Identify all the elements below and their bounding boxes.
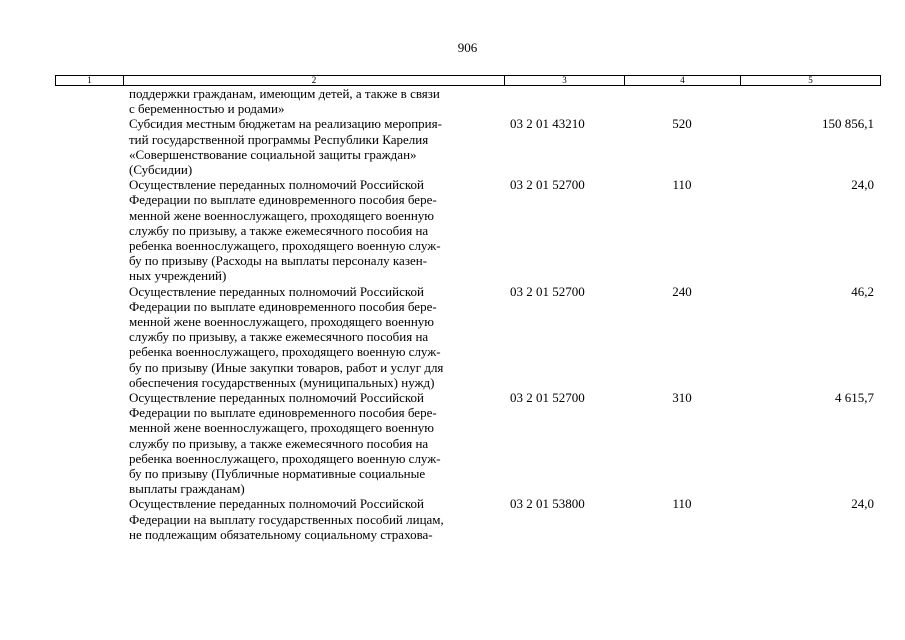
row-code: 03 2 01 52700 (510, 177, 585, 193)
cell-col1 (55, 496, 123, 542)
row-code: 03 2 01 52700 (510, 283, 585, 299)
description-line: с беременностью и родами» (129, 101, 285, 117)
column-header-4: 4 (625, 76, 741, 86)
description-line: службу по призыву, а также ежемесячного пособия на (129, 435, 429, 451)
column-header-3: 3 (505, 76, 625, 86)
description-line: ребенка военнослужащего, проходящего военную служ- (129, 238, 441, 254)
column-header-1: 1 (56, 76, 124, 86)
column-header-2: 2 (124, 76, 505, 86)
description-line: Осуществление переданных полномочий Российской (129, 390, 424, 406)
row-amount: 24,0 (851, 496, 874, 512)
description-line: Осуществление переданных полномочий Российской (129, 283, 424, 299)
row-description (123, 496, 504, 542)
description-line: менной жене военнослужащего, проходящего военную (129, 207, 435, 223)
row-amount: 24,0 (851, 177, 874, 193)
row-amount (740, 86, 880, 116)
description-line: Федерации по выплате единовременного пособия бере- (129, 298, 437, 314)
description-line: Осуществление переданных полномочий Российской (129, 177, 424, 193)
row-code: 03 2 01 53800 (510, 496, 585, 512)
row-description (123, 86, 504, 116)
cell-col1 (55, 116, 123, 177)
row-amount: 4 615,7 (835, 390, 874, 406)
cell-col1 (55, 86, 123, 116)
description-line: обеспечения государственных (муниципальных) нужд) (129, 374, 435, 390)
description-line: службу по призыву, а также ежемесячного пособия на (129, 329, 429, 345)
description-line: поддержки гражданам, имеющим детей, а также в связи (129, 86, 440, 101)
description-line: бу по призыву (Публичные нормативные социальные (129, 466, 426, 482)
description-line: не подлежащим обязательному социальному страхова- (129, 526, 433, 542)
description-line: (Субсидии) (129, 162, 193, 178)
row-description (123, 390, 504, 496)
row-description (123, 116, 504, 177)
row-type: 240 (672, 283, 692, 299)
row-type: 110 (672, 496, 692, 512)
description-line: «Совершенствование социальной защиты граждан» (129, 146, 417, 162)
table-row (55, 284, 880, 390)
description-line: Федерации по выплате единовременного пособия бере- (129, 405, 437, 421)
description-line: тий государственной программы Республики Карелия (129, 131, 429, 147)
page-number: 906 (457, 40, 478, 55)
cell-col1 (55, 177, 123, 283)
row-type: 110 (672, 177, 692, 193)
description-line: Федерации по выплате единовременного пособия бере- (129, 192, 437, 208)
table-row (55, 86, 880, 116)
table-row (55, 177, 880, 283)
description-line: ребенка военнослужащего, проходящего военную служ- (129, 344, 441, 360)
description-line: Федерации на выплату государственных пособий лицам, (129, 511, 444, 527)
row-code (504, 86, 624, 116)
cell-col1 (55, 390, 123, 496)
row-type: 520 (672, 116, 692, 132)
column-header-table (55, 75, 881, 86)
row-type: 310 (672, 390, 692, 406)
description-line: менной жене военнослужащего, проходящего военную (129, 314, 435, 330)
row-amount: 46,2 (851, 283, 874, 299)
description-line: менной жене военнослужащего, проходящего военную (129, 420, 435, 436)
row-amount: 150 856,1 (822, 116, 874, 132)
table-row (55, 116, 880, 177)
row-description (123, 284, 504, 390)
budget-table-body (55, 86, 880, 542)
description-line: выплаты гражданам) (129, 481, 245, 497)
description-line: службу по призыву, а также ежемесячного пособия на (129, 222, 429, 238)
table-row (55, 390, 880, 496)
row-code: 03 2 01 52700 (510, 390, 585, 406)
description-line: ребенка военнослужащего, проходящего военную служ- (129, 450, 441, 466)
description-line: бу по призыву (Расходы на выплаты персоналу казен- (129, 253, 428, 269)
column-header-5: 5 (741, 76, 881, 86)
description-line: Осуществление переданных полномочий Российской (129, 496, 424, 512)
row-description (123, 177, 504, 283)
row-type (624, 86, 740, 116)
cell-col1 (55, 284, 123, 390)
table-row (55, 496, 880, 542)
description-line: Субсидия местным бюджетам на реализацию мероприя- (129, 116, 442, 132)
description-line: ных учреждений) (129, 268, 227, 284)
column-header-row (56, 76, 881, 86)
row-code: 03 2 01 43210 (510, 116, 585, 132)
description-line: бу по призыву (Иные закупки товаров, работ и услуг для (129, 359, 444, 375)
